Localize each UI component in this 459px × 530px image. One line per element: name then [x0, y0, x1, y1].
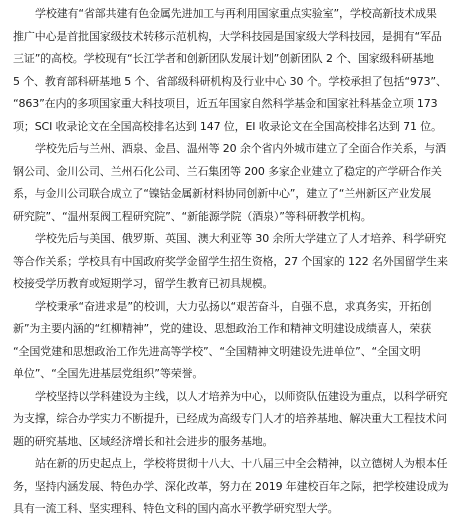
paragraph-future-goals	[0, 453, 459, 521]
text-line: 等合作关系；学校具有中国政府奖学金留学生招生资格，27 个国家的 122 名外国留学生来	[13, 254, 448, 268]
text-line: 站在新的历史起点上，学校将贯彻十八大、十八届三中全会精神，以立德树人为根本任	[35, 457, 448, 470]
text-line: 为支撑，综合办学实力不断提升，已经成为高级专门人才的培养基地、解决重大工程技术问	[13, 412, 447, 425]
text-line: 推广中心是首批国家级技术转移示范机构，大学科技园是国家级大学科技园，是拥有“军品	[13, 29, 442, 43]
text-line: “全国党建和思想政治工作先进高等学校”、“全国精神文明建设先进单位”、“全国文明	[13, 344, 421, 358]
document-body	[0, 3, 459, 521]
text-line: 具有一流工科、坚实理科、特色文科的国内高水平教学研究型大学。	[13, 502, 339, 515]
text-line: 学校先后与兰州、酒泉、金昌、温州等 20 余个省内外城市建立了全面合作关系，与酒	[35, 142, 446, 155]
text-line: 校接受学历教育或短期学习，留学生教育已初具规模。	[13, 277, 274, 290]
text-line: 钢公司、金川公司、兰州石化公司、兰石集团等 200 多家企业建立了稳定的产学研合作关	[13, 164, 442, 178]
text-line: 项；SCI 收录论文在全国高校排名达到 147 位，EI 收录论文在全国高校排名达到 71 位。	[13, 119, 442, 133]
text-line: 5 个、教育部科研基地 5 个、省部级科研机构及行业中心 30 个。学校承担了包括“973”、	[13, 74, 447, 88]
paragraph-regional-cooperation	[0, 138, 459, 228]
text-line: 学校建有“省部共建有色金属先进加工与再利用国家重点实验室”，学校高新技术成果	[35, 7, 437, 20]
text-line: 题的研究基地、区域经济增长和社会进步的服务基地。	[13, 434, 274, 448]
text-line: 单位”、“全国先进基层党组织”等荣誉。	[13, 367, 204, 380]
text-line: “863”在内的多项国家重大科技项目，近五年国家自然科学基金和国家社科基金立项 173	[13, 97, 438, 110]
text-line: 学校坚持以学科建设为主线，以人才培养为中心，以师资队伍建设为重点，以科学研究	[35, 389, 448, 403]
text-line: 研究院”、“温州泵阀工程研究院”、“新能源学院（酒泉）”等科研教学机构。	[13, 209, 372, 223]
text-line: 新”为主要内涵的“红柳精神”，党的建设、思想政治工作和精神文明建设成绩喜人，荣获	[13, 322, 432, 335]
text-line: 系，与金川公司联合成立了“镍钴金属新材料协同创新中心”，建立了“兰州新区产业发展	[13, 187, 432, 200]
text-line: 学校先后与美国、俄罗斯、英国、澳大利亚等 30 余所大学建立了人才培养、科学研究	[35, 232, 446, 245]
paragraph-international-cooperation	[0, 228, 459, 296]
paragraph-school-spirit	[0, 296, 459, 386]
paragraph-research-platforms	[0, 3, 459, 138]
text-line: 学校秉承“奋进求是”的校训，大力弘扬以“艰苦奋斗，自强不息，求真务实，开拓创	[35, 299, 432, 313]
paragraph-development-strategy	[0, 386, 459, 454]
text-line: 务，坚持内涵发展、特色办学、深化改革，努力在 2019 年建校百年之际，把学校建设成为	[13, 479, 449, 493]
text-line: 三证”的高校。学校现有“长江学者和创新团队发展计划”创新团队 2 个、国家级科研基地	[13, 52, 434, 65]
